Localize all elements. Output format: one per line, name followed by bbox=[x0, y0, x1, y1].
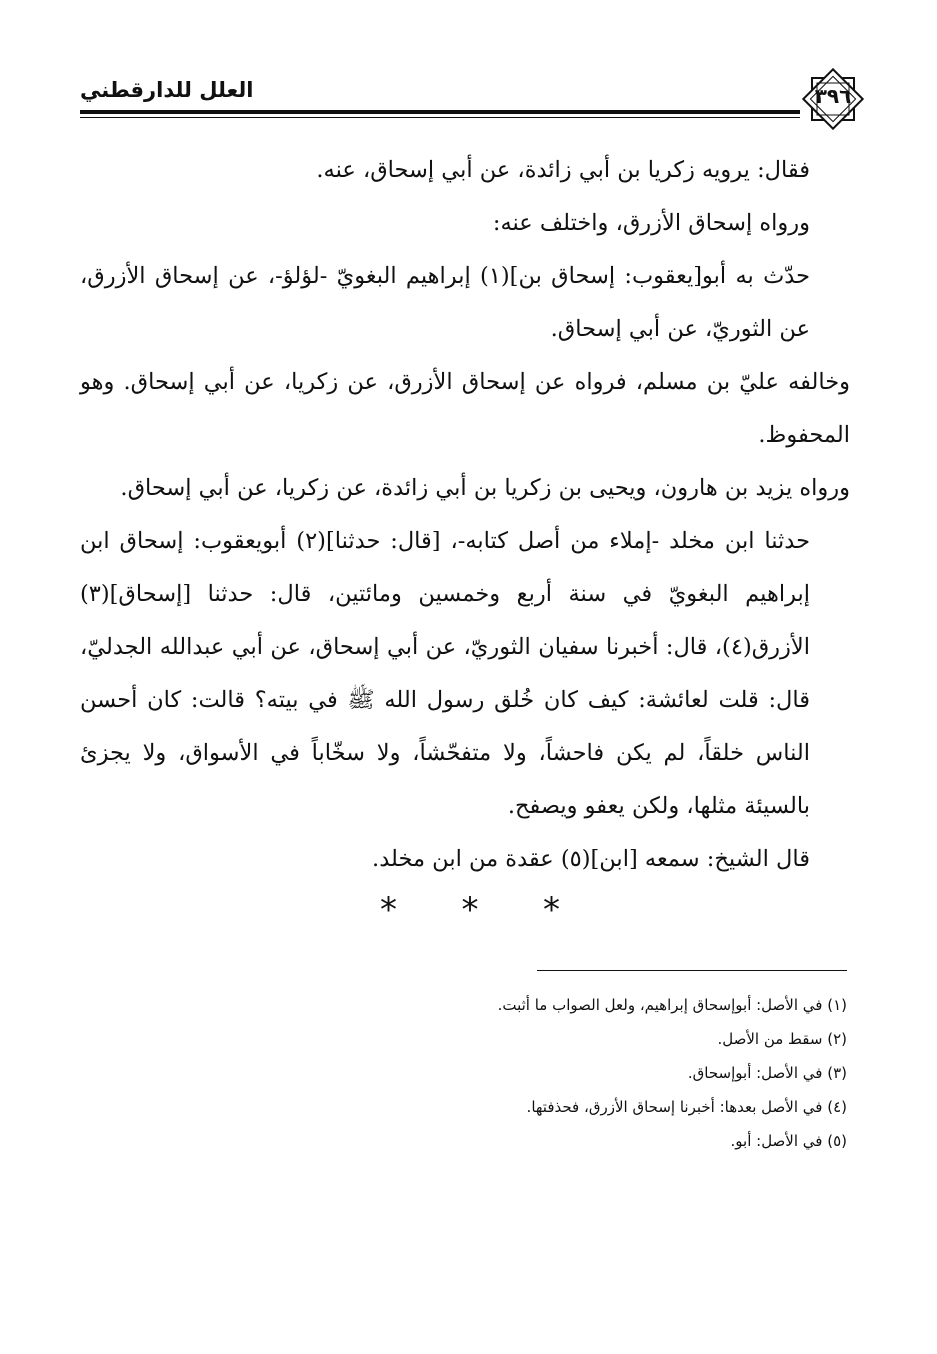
footnote: (١) في الأصل: أبوإسحاق إبراهيم، ولعل الصواب ما أثبت. bbox=[497, 996, 847, 1014]
page-number: ٣٩٦ bbox=[814, 84, 852, 108]
footnote: (٢) سقط من الأصل. bbox=[717, 1030, 847, 1048]
page-number-ornament bbox=[798, 64, 868, 134]
page-header bbox=[80, 66, 860, 124]
asterisk: * bbox=[380, 890, 397, 930]
paragraph: حدثنا ابن مخلد -إملاء من أصل كتابه-، [قال: حدثنا](٢) أبويعقوب: إسحاق ابن إبراهيم البغويّ في سنة أربع وخمسين ومائتين، قال: حدثنا [إسحاق](٣) الأزرق(٤)، قال: أخبرنا سفيان الثوريّ، عن أبي إسحاق، عن أبي عبدالله الجدليّ، قال: قلت لعائشة: كيف كان خُلق رسول الله ﷺ في بيته؟ قالت: كان أحسن الناس خلقاً، لم يكن فاحشاً، ولا متفحّشاً، ولا سخّاباً في الأسواق، ولا يجزئ بالسيئة مثلها، ولكن يعفو ويصفح. bbox=[80, 528, 810, 819]
footnote: (٥) في الأصل: أبو. bbox=[730, 1132, 847, 1150]
section-separator bbox=[380, 890, 560, 930]
paragraph: فقال: يرويه زكريا بن أبي زائدة، عن أبي إسحاق، عنه. bbox=[316, 157, 810, 183]
paragraph: ورواه يزيد بن هارون، ويحيى بن زكريا بن أبي زائدة، عن زكريا، عن أبي إسحاق. bbox=[120, 475, 850, 501]
paragraph: قال الشيخ: سمعه [ابن](٥) عقدة من ابن مخلد. bbox=[372, 846, 810, 872]
running-title: العلل للدارقطني bbox=[80, 78, 254, 102]
asterisk: * bbox=[461, 890, 479, 930]
header-rule-thick bbox=[80, 110, 800, 114]
main-text bbox=[80, 144, 850, 886]
paragraph: حدّث به أبو[يعقوب: إسحاق بن](١) إبراهيم البغويّ -لؤلؤ-، عن إسحاق الأزرق، عن الثوريّ، عن أبي إسحاق. bbox=[80, 263, 811, 342]
asterisk: * bbox=[543, 890, 560, 930]
paragraph: وخالفه عليّ بن مسلم، فرواه عن إسحاق الأزرق، عن زكريا، عن أبي إسحاق. وهو المحفوظ. bbox=[80, 369, 850, 448]
paragraph: ورواه إسحاق الأزرق، واختلف عنه: bbox=[492, 210, 810, 236]
footnote: (٤) في الأصل بعدها: أخبرنا إسحاق الأزرق، فحذفتها. bbox=[526, 1098, 847, 1116]
header-rule-thin bbox=[80, 117, 800, 118]
footnote: (٣) في الأصل: أبوإسحاق. bbox=[687, 1064, 847, 1082]
footnotes bbox=[147, 988, 847, 1158]
footnote-rule bbox=[537, 970, 847, 971]
